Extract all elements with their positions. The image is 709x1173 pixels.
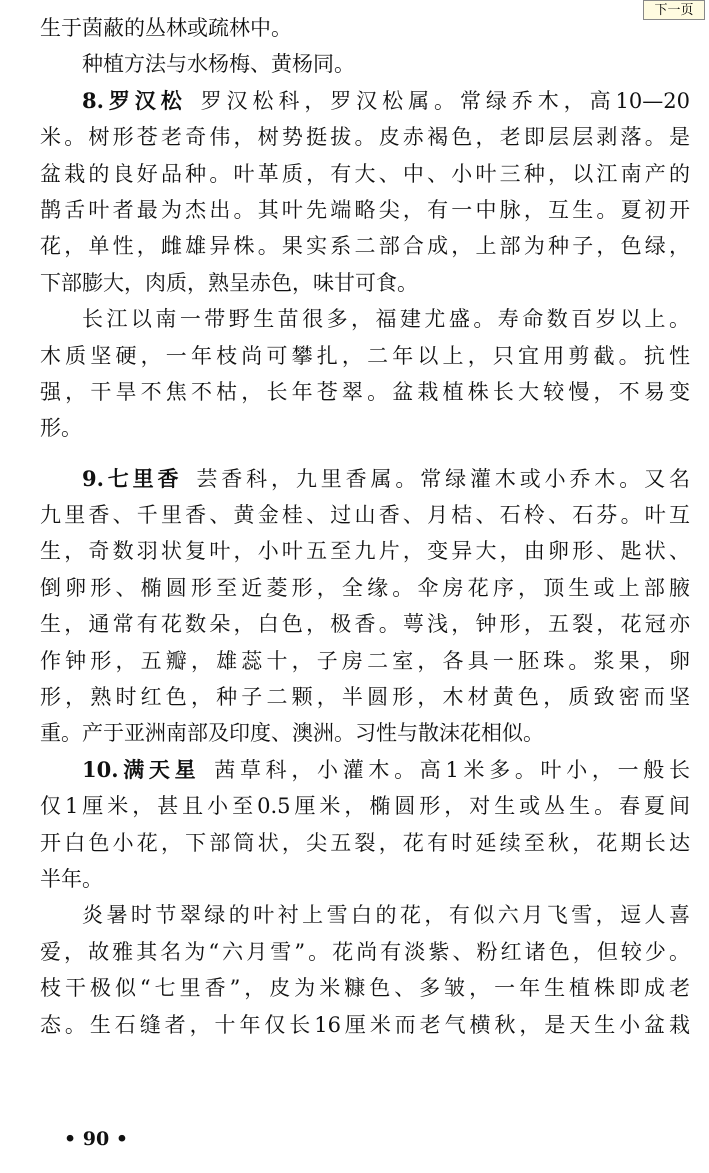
next-page-button[interactable]: 下一页 [643,0,705,20]
text-line: 生于茵蔽的丛林或疏林中。 [40,16,292,40]
page-body [40,10,690,1043]
entry-title: 10.满天星 [82,756,201,782]
text-line: 花，单性，雌雄异株。果实系二部合成，上部为种子，色绿， [40,234,690,259]
text-line: 盆栽的良好品种。叶革质，有大、中、小叶三种，以江南产的 [40,161,690,186]
text-line: 爱，故雅其名为“六月雪”。花尚有淡紫、粉红诸色，但较少。 [40,939,690,964]
text-line: 炎暑时节翠绿的叶衬上雪白的花，有似六月飞雪，逗人喜 [82,903,690,928]
text-line: 茜草科，小灌木。高1米多。叶小，一般长 [214,757,690,782]
text-line: 罗汉松科，罗汉松属。常绿乔木，高10—20 [200,88,690,113]
text-line: 枝干极似“七里香”，皮为米糠色、多皱，一年生植株即成老 [40,976,690,1001]
text-line: 半年。 [40,866,103,891]
text-line: 形，熟时红色，种子二颗，半圆形，木材黄色，质致密而坚 [40,685,690,710]
text-line: 鹊舌叶者最为杰出。其叶先端略尖，有一中脉，互生。夏初开 [40,197,690,222]
text-line: 倒卵形、椭圆形至近菱形，全缘。伞房花序，顶生或上部腋 [40,575,690,600]
entry-heading-line [40,752,690,788]
entry-heading-line [40,461,690,497]
text-line: 米。树形苍老奇伟，树势挺拔。皮赤褐色，老即层层剥落。是 [40,125,690,150]
text-line: 生，通常有花数朵，白色，极香。萼浅，钟形，五裂，花冠亦 [40,612,690,637]
text-line: 重。产于亚洲南部及印度、澳洲。习性与散沫花相似。 [40,721,544,746]
text-line: 木质坚硬，一年枝尚可攀扎，二年以上，只宜用剪截。抗性 [40,343,690,368]
text-line: 强，干旱不焦不枯，长年苍翠。盆栽植株长大较慢，不易变 [40,379,690,404]
text-line: 态。生石缝者，十年仅长16厘米而老气横秋，是天生小盆栽 [40,1012,690,1037]
page-number: • 90 • [64,1128,128,1150]
text-line: 形。 [40,416,82,441]
entry-title: 8.罗汉松 [82,87,187,113]
text-line: 芸香科，九里香属。常绿灌木或小乔木。又名 [196,466,690,491]
text-line: 种植方法与水杨梅、黄杨同。 [82,52,355,77]
text-line: 开白色小花，下部筒状，尖五裂，花有时延续至秋，花期长达 [40,830,690,855]
text-line: 下部膨大，肉质，熟呈赤色，味甘可食。 [40,270,418,295]
entry-heading-line [40,83,690,119]
text-line: 生，奇数羽状复叶，小叶五至九片，变异大，由卵形、匙状、 [40,539,690,564]
text-line: 九里香、千里香、黄金桂、过山香、月桔、石柃、石芬。叶互 [40,503,690,528]
text-line: 仅1厘米，甚且小至0.5厘米，椭圆形，对生或丛生。春夏间 [40,794,690,819]
text-line: 长江以南一带野生苗很多，福建尤盛。寿命数百岁以上。 [82,307,690,332]
text-line: 作钟形，五瓣，雄蕊十，子房二室，各具一胚珠。浆果，卵 [40,648,690,673]
entry-title: 9.七里香 [82,465,183,491]
